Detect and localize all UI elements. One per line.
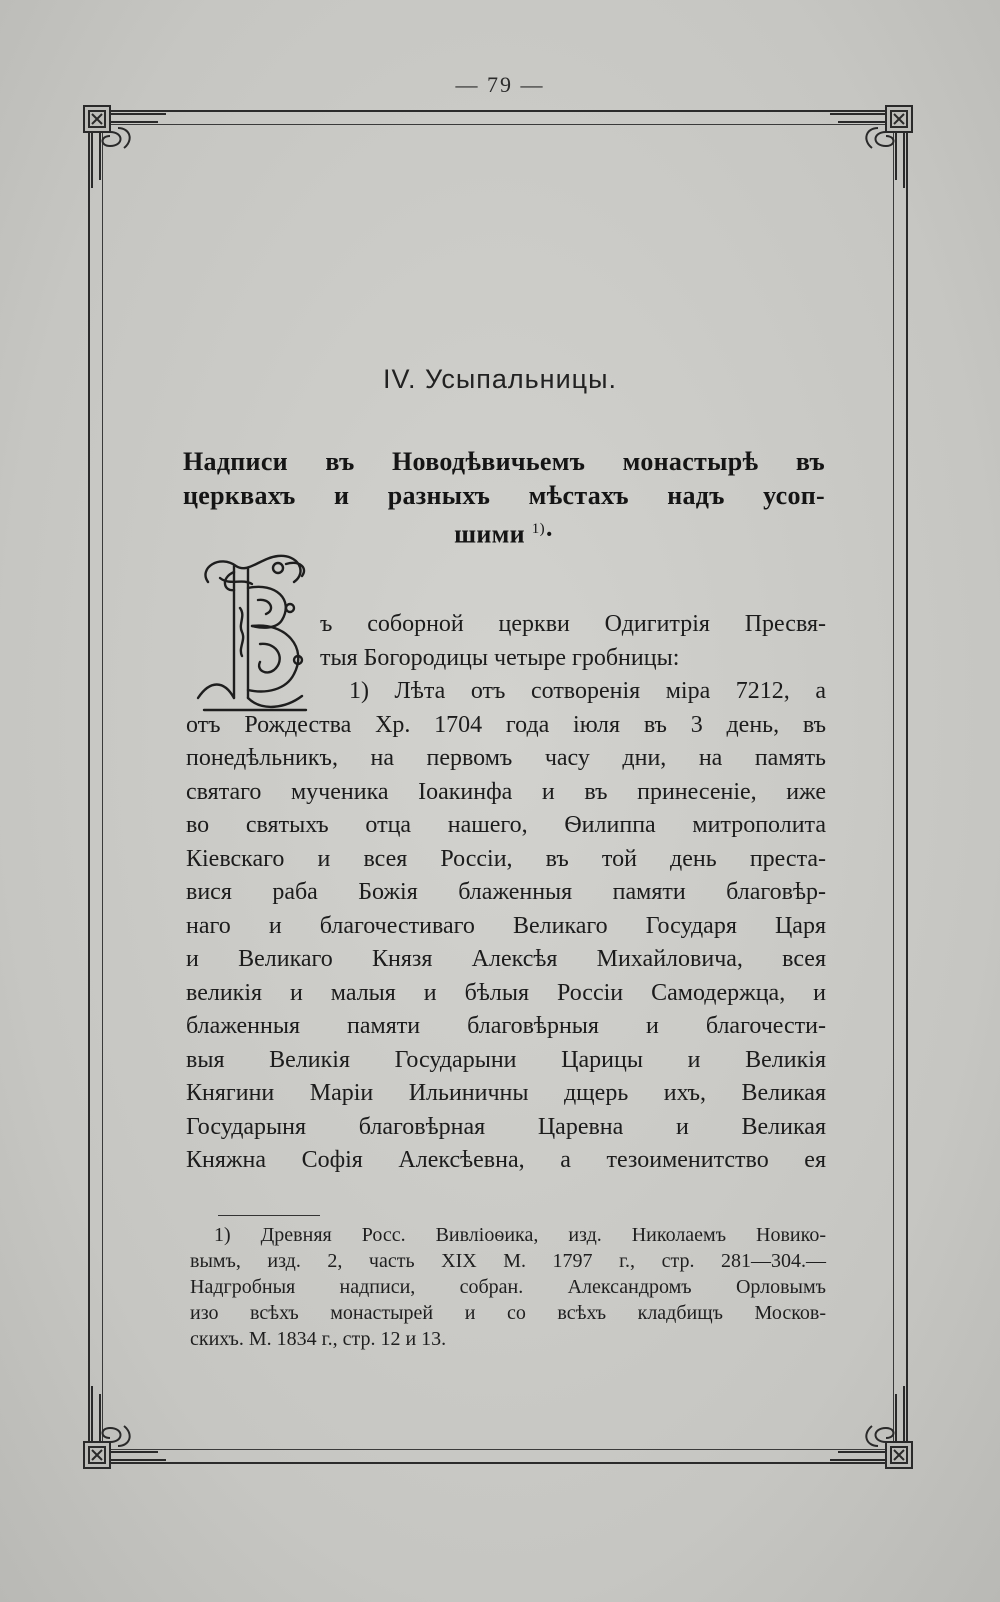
- article-title: [183, 446, 825, 551]
- body-line: тыя Богородицы четыре гробницы:: [320, 644, 680, 671]
- corner-ornament-top-left: [78, 100, 174, 196]
- body-line: ъ соборной церкви Одигитрія Пресвя-: [320, 611, 826, 637]
- footnote-reference: 1): [531, 521, 545, 537]
- body-line: понедѣльникъ, на первомъ часу дни, на память: [186, 745, 826, 771]
- body-line: наго и благочестиваго Великаго Государя Царя: [186, 912, 826, 939]
- body-line: 1) Лѣта отъ сотворенія міра 7212, а: [349, 678, 826, 704]
- section-heading: IV. Усыпальницы.: [382, 364, 618, 394]
- footnote-line: 1) Древняя Росс. Вивліоѳика, изд. Николаемъ Новико-: [214, 1224, 826, 1246]
- footnote-separator: [218, 1215, 320, 1216]
- footnote-line: Надгробныя надписи, собран. Александромъ Орловымъ: [190, 1276, 826, 1298]
- body-line: блаженныя памяти благовѣрныя и благочести-: [186, 1013, 826, 1039]
- article-body: [186, 608, 826, 1178]
- body-line: выя Великія Государыни Царицы и Великія: [186, 1046, 826, 1073]
- body-line: Княгини Маріи Ильиничны дщерь ихъ, Великая: [186, 1080, 826, 1106]
- footnote-line: скихъ. М. 1834 г., стр. 12 и 13.: [190, 1328, 447, 1350]
- corner-ornament-top-right: [822, 100, 918, 196]
- body-line: Кіевскаго и всея Россіи, въ той день преста-: [186, 845, 826, 872]
- corner-ornament-bottom-right: [822, 1378, 918, 1474]
- page-number: — 79 —: [455, 72, 545, 97]
- corner-ornament-bottom-left: [78, 1378, 174, 1474]
- body-line: во святыхъ отца нашего, Ѳилиппа митрополита: [186, 812, 826, 838]
- footnote: [190, 1222, 826, 1352]
- article-title-line: церквахъ и разныхъ мѣстахъ надъ усоп-: [183, 480, 825, 510]
- body-line: святаго мученика Іоакинфа и въ принесеніе, иже: [186, 778, 826, 805]
- article-title-line-last: шими $^{1)}$·: [454, 519, 554, 549]
- body-line: великія и малыя и бѣлыя Россіи Самодержца, и: [186, 979, 826, 1006]
- article-title-word: шими: [454, 519, 525, 549]
- body-line: Государыня благовѣрная Царевна и Великая: [186, 1113, 826, 1140]
- body-line: вися раба Божія блаженныя памяти благовѣр-: [186, 879, 826, 905]
- body-line: Княжна Софія Алексѣевна, а тезоименитство ея: [186, 1147, 826, 1173]
- footnote-line: изо всѣхъ монастырей и со всѣхъ кладбищъ Москов-: [190, 1302, 826, 1324]
- footnote-line: вымъ, изд. 2, часть XIX М. 1797 г., стр. 281—304.—: [190, 1250, 826, 1272]
- article-title-line: Надписи въ Новодѣвичьемъ монастырѣ въ: [183, 447, 825, 476]
- body-line: и Великаго Князя Алексѣя Михайловича, всея: [186, 946, 826, 972]
- body-line: отъ Рождества Хр. 1704 года іюля въ 3 день, въ: [186, 711, 826, 738]
